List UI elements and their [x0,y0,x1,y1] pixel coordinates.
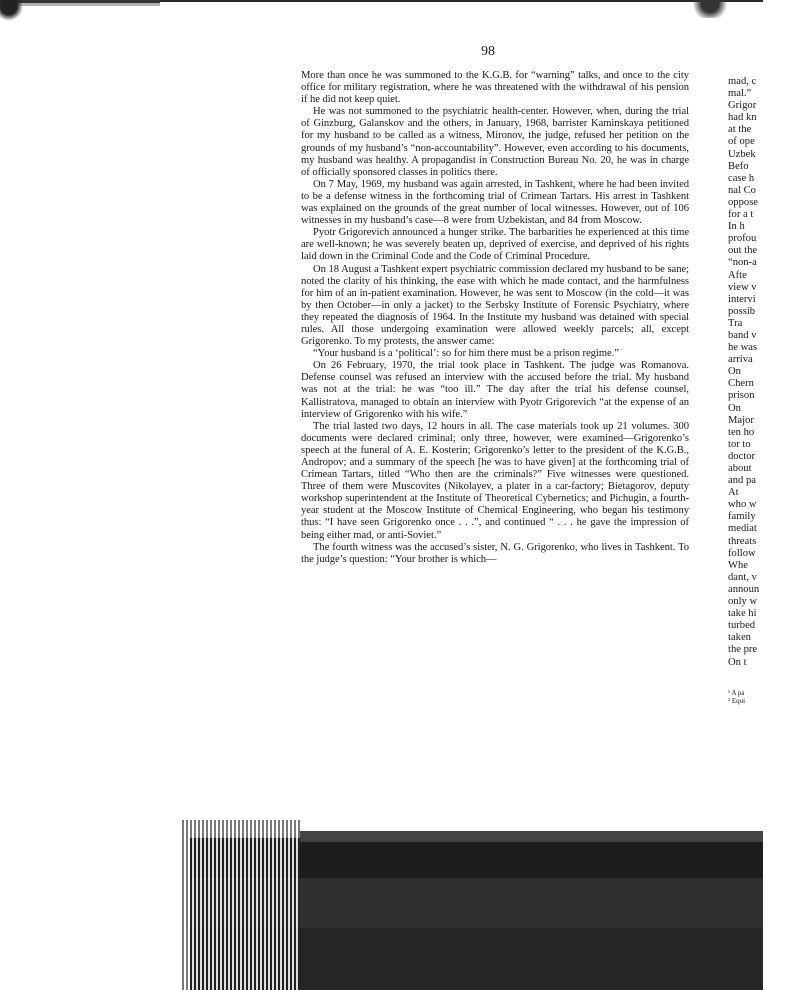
footnote: ² Equi [728,697,746,705]
right-fragment-line: only w [728,596,758,608]
paragraph: On 18 August a Tashkent expert psychiatric commission declared my husband to be sane; noted the clarity of his thinking, the ease with which he made contact, and the harmfulness for him of an in-patient examination. However, he was sent to Moscow (in the cold—it was by then October—in only a jacket) to the Serbsky Institute of Forensic Psychiatry, where they repeated the diagnosis of 1964. In the Institute my husband was detained with special rules. All those undergoing examination were allowed weekly parcels; all, except Grigorenko. To my protests, the answer came: [301,263,689,348]
scan-artifact [0,0,160,14]
right-fragment-line: profou [728,233,757,245]
right-fragment-line: he was [728,342,758,354]
right-fragment-line: mal.” [728,88,752,100]
right-fragment-line: out the [728,245,758,257]
right-fragment-line: prison [728,390,755,402]
footnotes-fragment [728,689,768,705]
paragraph: The fourth witness was the accused’s sister, N. G. Grigorenko, who lives in Tashkent. To the judge’s question: “Your brother is which— [301,541,689,565]
right-fragment-line: view v [728,281,757,293]
footnote: ¹ A pa [728,689,745,697]
paragraph: More than once he was summoned to the K.G.B. for “warning” talks, and once to the city office for military registration, where he was threatened with the withdrawal of his pension if he did not keep quiet. [301,70,689,106]
right-fragment-line: band v [728,329,757,341]
right-fragment-line: Uzbek [728,148,756,160]
paragraph: Pyotr Grigorevich announced a hunger strike. The barbarities he experienced at this time are well-known; he was severely beaten up, deprived of exercise, and deprived of his rights laid down in the Criminal Code and the Code of Criminal Procedure. [301,227,689,263]
right-fragment-line: about [728,463,752,474]
right-fragment-line: follow [728,547,756,559]
right-fragment-line: turbed [728,620,756,632]
scan-bottom-fade [180,820,300,990]
paragraph: On 7 May, 1969, my husband was again arrested, in Tashkent, where he had been invited to be a defense witness in the forthcoming trial of Crimean Tartars. His arrest in Tashkent was explained on the grounds of the great number of local witnesses. However, out of 106 witnesses in my husband’s case—8 were from Uzbekistan, and 84 from Moscow. [301,178,689,227]
right-fragment-line: ten ho [728,426,755,438]
right-fragment-line: family [728,511,756,523]
right-fragment-line: who w [728,499,757,511]
right-fragment-line: arriva [728,354,753,366]
right-fragment-line: Chern [728,378,754,390]
scan-bottom-edge [300,828,763,842]
right-fragment-line: take hi [728,608,757,620]
right-fragment-line: Tra [728,317,743,329]
right-fragment-line: announ [728,583,760,595]
right-fragment-line: “non-a [728,257,757,269]
right-fragment-line: of ope [728,136,755,148]
right-fragment-line: and pa [728,475,756,487]
right-fragment-line: mediat [728,523,757,535]
right-fragment-line: dant, v [728,571,757,583]
right-fragment-line: Befo [728,160,749,172]
right-fragment-line: intervi [728,293,756,305]
paragraph: On 26 February, 1970, the trial took place in Tashkent. The judge was Romanova. Defense counsel was refused an interview with the accused before the trial. My husband was not at the trial: he was “too ill.” The day after the trial his defense counsel, Kallistratova, managed to obtain an interview with Pyotr Grigorevich “at the expense of an interview of Grigorenko with his wife.” [301,360,689,420]
right-fragment-line: case h [728,172,755,184]
right-fragment-line: Whe [728,559,748,571]
right-page-fragment [728,76,808,668]
right-fragment-line: threats [728,535,757,547]
right-fragment-line: Grigor [728,100,757,112]
scan-top-edge [0,0,763,10]
paragraph: He was not summoned to the psychiatric health-center. However, when, during the trial of Ginzburg, Galanskov and the others, in January, 1968, barrister Kaminskaya petitioned for my husband to be called as a witness, Mironov, the judge, refused her petition on the grounds of my husband’s “non-accountability”. However, even according to his documents, my husband was healthy. A propagandist in Construction Bureau No. 20, he was in charge of officially sponsored classes in politics there. [301,106,689,178]
right-fragment-line: At [728,487,739,499]
scan-artifact [690,0,730,18]
right-fragment-line: On [728,366,741,378]
right-fragment-line: for a t [728,209,754,221]
right-fragment-line: nal Co [728,184,756,196]
page-number: 98 [481,44,495,59]
right-fragment-line: possib [728,305,756,317]
right-fragment-line: Major [728,414,754,426]
scan-artifact [0,0,22,22]
right-fragment-line: On [728,402,741,414]
paragraph: The trial lasted two days, 12 hours in all. The case materials took up 21 volumes. 300 documents were declared criminal; only three, however, were examined—Grigorenko’s speech at the funeral of A. E. Kosterin; Grigorenko’s letter to the president of the K.G.B., Andropov; and a summary of the speech [he was to have given] at the forthcoming trial of Crimean Tartars, titled “Who then are the criminals?” Five witnesses were questioned. Three of them were Muscovites (Nikolayev, a plater in a car-factory; Bietagorov, deputy workshop superintendent at the Institute of Theoretical Cybernetics; and Pichugin, a fourth-year student at the Moscow Institute of Chemical Engineering, who began his testimony thus: “I have seen Grigorenko once . . .”, and continued “ . . . he gave the impression of being either mad, or anti-Soviet.” [301,420,689,541]
right-fragment-line: taken [728,632,751,644]
right-fragment-line: had kn [728,112,757,124]
right-fragment-line: On t [728,656,747,668]
right-fragment-line: doctor [728,450,756,462]
right-fragment-line: In h [728,221,745,233]
main-text-column [301,70,689,566]
right-fragment-line: the pre [728,644,758,656]
right-fragment-line: Afte [728,269,747,281]
right-fragment-line: at the [728,124,752,136]
right-fragment-line: oppose [728,196,759,208]
paragraph: “Your husband is a ‘political’: so for him there must be a prison regime.” [313,348,619,360]
right-fragment-line: tor to [728,438,751,450]
right-fragment-line: mad, c [728,76,757,87]
